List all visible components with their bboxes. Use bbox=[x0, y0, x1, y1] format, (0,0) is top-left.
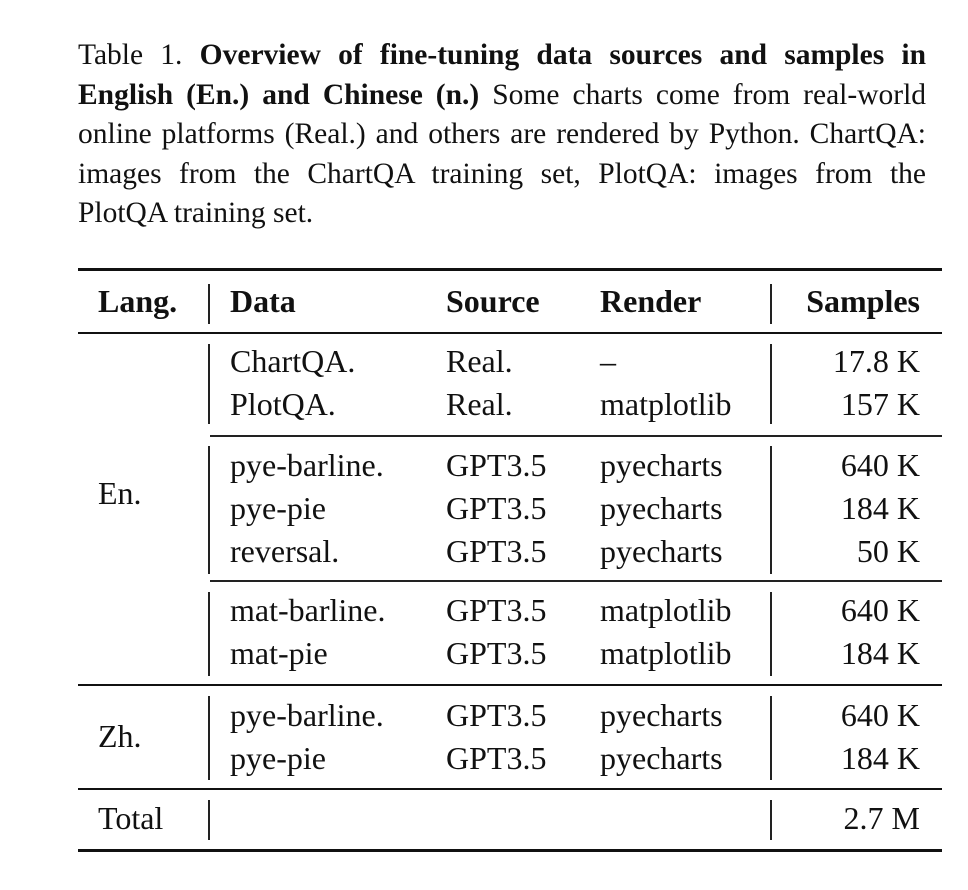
top-rule bbox=[78, 268, 942, 271]
total-samples: 2.7 M bbox=[843, 800, 920, 836]
lang-zh: Zh. bbox=[98, 718, 142, 754]
vrule bbox=[208, 800, 210, 840]
cell-render: pyecharts bbox=[600, 490, 723, 526]
cell-source: GPT3.5 bbox=[446, 490, 547, 526]
cell-data: mat-pie bbox=[230, 635, 328, 671]
cell-source: GPT3.5 bbox=[446, 447, 547, 483]
cell-render: matplotlib bbox=[600, 386, 732, 422]
lang-en: En. bbox=[98, 475, 142, 511]
vrule bbox=[208, 284, 210, 324]
vrule bbox=[770, 446, 772, 574]
cell-data: pye-barline. bbox=[230, 697, 384, 733]
cell-samples: 17.8 K bbox=[832, 343, 920, 379]
vrule bbox=[770, 284, 772, 324]
total-label: Total bbox=[98, 800, 164, 836]
total-rule bbox=[78, 788, 942, 790]
block-rule bbox=[210, 435, 942, 437]
vrule bbox=[208, 592, 210, 676]
header-lang: Lang. bbox=[98, 283, 178, 319]
cell-samples: 640 K bbox=[840, 697, 920, 733]
cell-data: pye-barline. bbox=[230, 447, 384, 483]
data-sources-table bbox=[78, 268, 942, 852]
header-samples: Samples bbox=[806, 283, 920, 319]
caption-text: Some charts come from real-world online platforms (Real.) and others are rendered by Python. ChartQA: images from the ChartQA training set, PlotQA: images from the PlotQA training set. bbox=[78, 78, 927, 229]
cell-source: GPT3.5 bbox=[446, 592, 547, 628]
cell-samples: 184 K bbox=[840, 740, 920, 776]
vrule bbox=[208, 696, 210, 780]
cell-samples: 50 K bbox=[856, 533, 920, 569]
cell-data: PlotQA. bbox=[230, 386, 336, 422]
table-caption bbox=[78, 36, 926, 234]
header-render: Render bbox=[600, 283, 702, 319]
bottom-rule bbox=[78, 849, 942, 852]
cell-source: GPT3.5 bbox=[446, 533, 547, 569]
cell-render: pyecharts bbox=[600, 740, 723, 776]
caption-bold-title-2: and Chinese (n.) bbox=[262, 78, 480, 111]
cell-render: pyecharts bbox=[600, 447, 723, 483]
cell-samples: 640 K bbox=[840, 592, 920, 628]
cell-data: reversal. bbox=[230, 533, 340, 569]
vrule bbox=[208, 446, 210, 574]
cell-samples: 184 K bbox=[840, 490, 920, 526]
vrule bbox=[208, 344, 210, 424]
cell-data: pye-pie bbox=[230, 490, 326, 526]
caption-label: Table 1. bbox=[78, 39, 183, 71]
cell-source: Real. bbox=[446, 343, 513, 379]
cell-source: GPT3.5 bbox=[446, 697, 547, 733]
block-rule bbox=[210, 580, 942, 582]
vrule bbox=[770, 800, 772, 840]
header-rule bbox=[78, 332, 942, 334]
cell-samples: 184 K bbox=[840, 635, 920, 671]
cell-render: pyecharts bbox=[600, 697, 723, 733]
cell-samples: 157 K bbox=[840, 386, 920, 422]
vrule bbox=[770, 344, 772, 424]
header-source: Source bbox=[446, 283, 540, 319]
cell-data: ChartQA. bbox=[230, 343, 356, 379]
cell-render: pyecharts bbox=[600, 533, 723, 569]
header-data: Data bbox=[230, 283, 296, 319]
cell-data: pye-pie bbox=[230, 740, 326, 776]
cell-render: matplotlib bbox=[600, 635, 732, 671]
cell-samples: 640 K bbox=[840, 447, 920, 483]
group-rule bbox=[78, 684, 942, 686]
vrule bbox=[770, 696, 772, 780]
cell-render: – bbox=[600, 343, 616, 379]
cell-render: matplotlib bbox=[600, 592, 732, 628]
cell-data: mat-barline. bbox=[230, 592, 386, 628]
cell-source: Real. bbox=[446, 386, 513, 422]
cell-source: GPT3.5 bbox=[446, 740, 547, 776]
cell-source: GPT3.5 bbox=[446, 635, 547, 671]
caption-bold-title: Overview of fine-tuning data sources and samples in English (En.) bbox=[78, 39, 927, 111]
vrule bbox=[770, 592, 772, 676]
